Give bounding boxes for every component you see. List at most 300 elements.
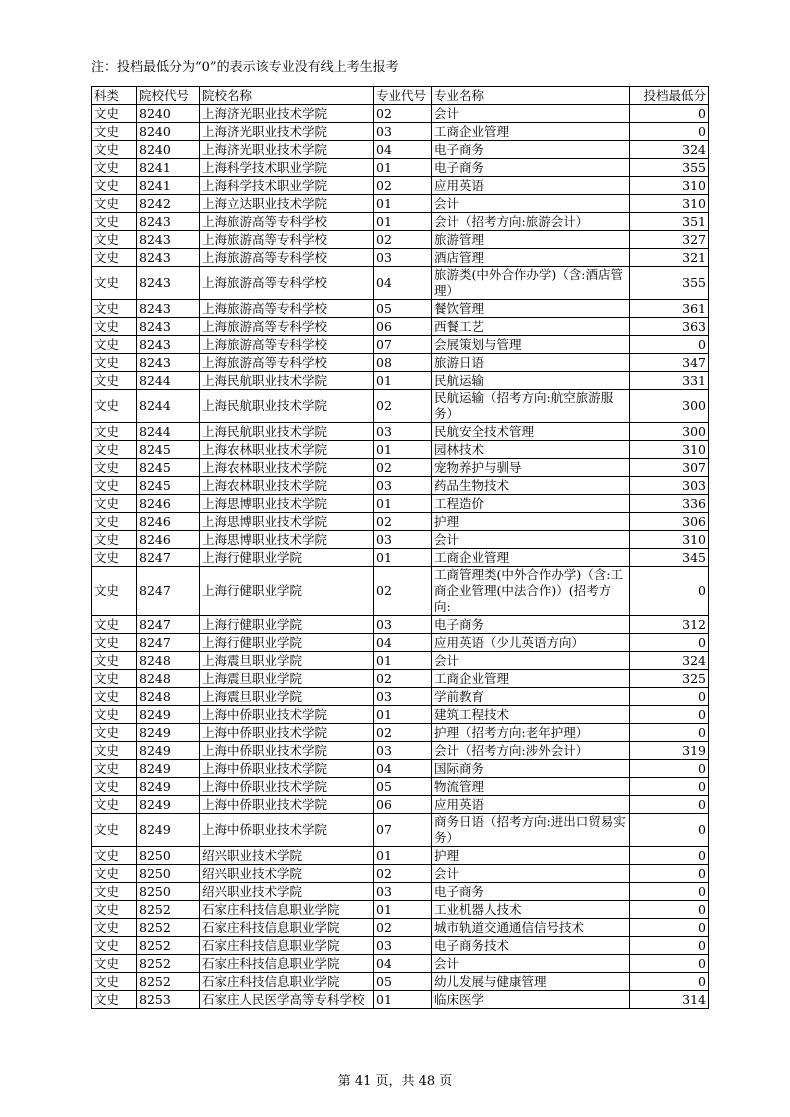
cell-min-score: 0 xyxy=(630,688,709,706)
cell-school-name: 上海农林职业技术学院 xyxy=(200,459,374,477)
cell-major-code: 01 xyxy=(374,652,432,670)
cell-min-score: 0 xyxy=(630,567,709,616)
cell-category: 文史 xyxy=(92,531,137,549)
cell-category: 文史 xyxy=(92,336,137,354)
cell-min-score: 0 xyxy=(630,865,709,883)
table-row xyxy=(92,441,709,459)
cell-school-name: 上海旅游高等专科学校 xyxy=(200,231,374,249)
cell-school-code: 8250 xyxy=(137,883,200,901)
cell-min-score: 300 xyxy=(630,423,709,441)
cell-category: 文史 xyxy=(92,883,137,901)
cell-school-code: 8245 xyxy=(137,477,200,495)
table-row xyxy=(92,865,709,883)
cell-major-code: 07 xyxy=(374,814,432,847)
cell-school-name: 上海旅游高等专科学校 xyxy=(200,354,374,372)
cell-category: 文史 xyxy=(92,195,137,213)
cell-category: 文史 xyxy=(92,688,137,706)
cell-major-name: 幼儿发展与健康管理 xyxy=(432,973,630,991)
table-row xyxy=(92,778,709,796)
cell-school-code: 8243 xyxy=(137,267,200,300)
table-row xyxy=(92,123,709,141)
cell-major-code: 03 xyxy=(374,742,432,760)
table-row xyxy=(92,670,709,688)
table-row xyxy=(92,354,709,372)
cell-school-code: 8245 xyxy=(137,441,200,459)
cell-major-code: 01 xyxy=(374,372,432,390)
cell-major-code: 03 xyxy=(374,249,432,267)
table-row xyxy=(92,742,709,760)
table-row xyxy=(92,195,709,213)
cell-school-name: 绍兴职业技术学院 xyxy=(200,847,374,865)
cell-category: 文史 xyxy=(92,177,137,195)
cell-min-score: 321 xyxy=(630,249,709,267)
cell-school-name: 上海中侨职业技术学院 xyxy=(200,760,374,778)
cell-major-name: 应用英语（少儿英语方向） xyxy=(432,634,630,652)
cell-major-name: 工商管理类(中外合作办学)（含:工商企业管理(中法合作)）(招考方向: xyxy=(432,567,630,616)
header-school-name: 院校名称 xyxy=(200,87,374,105)
cell-school-code: 8252 xyxy=(137,937,200,955)
cell-major-code: 03 xyxy=(374,616,432,634)
cell-school-code: 8250 xyxy=(137,847,200,865)
cell-major-name: 工商企业管理 xyxy=(432,670,630,688)
cell-school-code: 8252 xyxy=(137,901,200,919)
cell-school-code: 8249 xyxy=(137,742,200,760)
cell-school-name: 上海农林职业技术学院 xyxy=(200,477,374,495)
cell-major-name: 西餐工艺 xyxy=(432,318,630,336)
cell-school-name: 上海农林职业技术学院 xyxy=(200,441,374,459)
cell-major-code: 01 xyxy=(374,549,432,567)
table-row xyxy=(92,847,709,865)
cell-category: 文史 xyxy=(92,549,137,567)
table-row xyxy=(92,724,709,742)
cell-school-code: 8249 xyxy=(137,796,200,814)
cell-major-code: 02 xyxy=(374,513,432,531)
cell-major-name: 餐饮管理 xyxy=(432,300,630,318)
cell-school-name: 上海行健职业学院 xyxy=(200,549,374,567)
table-row xyxy=(92,159,709,177)
table-row xyxy=(92,477,709,495)
cell-major-name: 会计 xyxy=(432,195,630,213)
header-major-name: 专业名称 xyxy=(432,87,630,105)
cell-major-name: 民航运输 xyxy=(432,372,630,390)
cell-major-name: 建筑工程技术 xyxy=(432,706,630,724)
cell-school-name: 上海旅游高等专科学校 xyxy=(200,249,374,267)
cell-major-name: 会计（招考方向:旅游会计） xyxy=(432,213,630,231)
cell-min-score: 310 xyxy=(630,177,709,195)
cell-major-code: 02 xyxy=(374,105,432,123)
cell-min-score: 310 xyxy=(630,441,709,459)
cell-category: 文史 xyxy=(92,616,137,634)
cell-school-name: 上海震旦职业学院 xyxy=(200,688,374,706)
table-row xyxy=(92,634,709,652)
table-row xyxy=(92,991,709,1009)
cell-major-code: 05 xyxy=(374,300,432,318)
table-row xyxy=(92,213,709,231)
cell-major-name: 工业机器人技术 xyxy=(432,901,630,919)
cell-school-code: 8243 xyxy=(137,318,200,336)
cell-major-code: 04 xyxy=(374,267,432,300)
cell-school-code: 8240 xyxy=(137,141,200,159)
cell-school-code: 8243 xyxy=(137,336,200,354)
cell-min-score: 0 xyxy=(630,919,709,937)
cell-major-name: 民航安全技术管理 xyxy=(432,423,630,441)
cell-school-code: 8247 xyxy=(137,616,200,634)
cell-school-name: 上海中侨职业技术学院 xyxy=(200,814,374,847)
cell-school-name: 上海旅游高等专科学校 xyxy=(200,300,374,318)
cell-min-score: 355 xyxy=(630,267,709,300)
cell-school-code: 8249 xyxy=(137,778,200,796)
cell-school-name: 上海旅游高等专科学校 xyxy=(200,213,374,231)
cell-school-name: 上海旅游高等专科学校 xyxy=(200,267,374,300)
cell-min-score: 336 xyxy=(630,495,709,513)
table-row xyxy=(92,796,709,814)
table-row xyxy=(92,567,709,616)
cell-major-name: 城市轨道交通通信信号技术 xyxy=(432,919,630,937)
cell-major-code: 08 xyxy=(374,354,432,372)
cell-major-code: 03 xyxy=(374,937,432,955)
cell-school-code: 8250 xyxy=(137,865,200,883)
cell-school-name: 绍兴职业技术学院 xyxy=(200,883,374,901)
cell-major-code: 03 xyxy=(374,688,432,706)
cell-min-score: 325 xyxy=(630,670,709,688)
cell-major-code: 02 xyxy=(374,919,432,937)
cell-min-score: 0 xyxy=(630,814,709,847)
cell-school-name: 上海科学技术职业学院 xyxy=(200,177,374,195)
cell-school-name: 石家庄科技信息职业学院 xyxy=(200,919,374,937)
cell-school-name: 上海民航职业技术学院 xyxy=(200,372,374,390)
table-row xyxy=(92,901,709,919)
table-row xyxy=(92,336,709,354)
cell-major-code: 01 xyxy=(374,991,432,1009)
table-row xyxy=(92,390,709,423)
cell-major-code: 03 xyxy=(374,477,432,495)
cell-major-name: 临床医学 xyxy=(432,991,630,1009)
cell-min-score: 355 xyxy=(630,159,709,177)
cell-major-code: 07 xyxy=(374,336,432,354)
cell-major-code: 04 xyxy=(374,760,432,778)
cell-school-name: 上海行健职业学院 xyxy=(200,634,374,652)
cell-min-score: 324 xyxy=(630,141,709,159)
cell-min-score: 0 xyxy=(630,105,709,123)
cell-category: 文史 xyxy=(92,670,137,688)
cell-min-score: 0 xyxy=(630,973,709,991)
cell-school-name: 上海立达职业技术学院 xyxy=(200,195,374,213)
table-row xyxy=(92,249,709,267)
cell-category: 文史 xyxy=(92,937,137,955)
cell-school-name: 上海济光职业技术学院 xyxy=(200,123,374,141)
cell-major-name: 应用英语 xyxy=(432,796,630,814)
table-row xyxy=(92,423,709,441)
cell-school-code: 8249 xyxy=(137,724,200,742)
cell-min-score: 310 xyxy=(630,531,709,549)
cell-school-code: 8252 xyxy=(137,919,200,937)
table-row xyxy=(92,318,709,336)
cell-major-name: 旅游日语 xyxy=(432,354,630,372)
cell-min-score: 0 xyxy=(630,955,709,973)
cell-major-name: 物流管理 xyxy=(432,778,630,796)
page-footer: 第 41 页，共 48 页 xyxy=(337,1074,453,1089)
cell-school-code: 8247 xyxy=(137,567,200,616)
cell-school-name: 上海民航职业技术学院 xyxy=(200,390,374,423)
cell-school-name: 上海济光职业技术学院 xyxy=(200,105,374,123)
cell-school-name: 石家庄科技信息职业学院 xyxy=(200,973,374,991)
table-row xyxy=(92,267,709,300)
cell-major-name: 会计 xyxy=(432,955,630,973)
cell-category: 文史 xyxy=(92,441,137,459)
cell-major-code: 01 xyxy=(374,213,432,231)
cell-major-code: 05 xyxy=(374,778,432,796)
cell-school-code: 8253 xyxy=(137,991,200,1009)
cell-min-score: 363 xyxy=(630,318,709,336)
cell-major-name: 电子商务技术 xyxy=(432,937,630,955)
cell-category: 文史 xyxy=(92,901,137,919)
table-header-row xyxy=(92,87,709,105)
cell-category: 文史 xyxy=(92,991,137,1009)
cell-min-score: 307 xyxy=(630,459,709,477)
cell-category: 文史 xyxy=(92,847,137,865)
cell-major-code: 03 xyxy=(374,423,432,441)
cell-major-code: 01 xyxy=(374,847,432,865)
cell-school-code: 8248 xyxy=(137,670,200,688)
cell-school-code: 8248 xyxy=(137,688,200,706)
cell-school-code: 8244 xyxy=(137,372,200,390)
cell-min-score: 0 xyxy=(630,123,709,141)
cell-category: 文史 xyxy=(92,919,137,937)
cell-major-name: 电子商务 xyxy=(432,883,630,901)
cell-school-code: 8243 xyxy=(137,249,200,267)
cell-major-name: 酒店管理 xyxy=(432,249,630,267)
cell-school-name: 石家庄科技信息职业学院 xyxy=(200,955,374,973)
table-row xyxy=(92,883,709,901)
cell-major-code: 01 xyxy=(374,195,432,213)
cell-category: 文史 xyxy=(92,354,137,372)
table-row xyxy=(92,513,709,531)
cell-major-name: 工商企业管理 xyxy=(432,123,630,141)
cell-school-name: 上海中侨职业技术学院 xyxy=(200,724,374,742)
cell-min-score: 0 xyxy=(630,937,709,955)
cell-major-code: 01 xyxy=(374,495,432,513)
cell-min-score: 331 xyxy=(630,372,709,390)
cell-major-name: 会计 xyxy=(432,105,630,123)
cell-school-name: 上海中侨职业技术学院 xyxy=(200,796,374,814)
cell-school-name: 石家庄人民医学高等专科学校 xyxy=(200,991,374,1009)
cell-min-score: 310 xyxy=(630,195,709,213)
cell-school-code: 8249 xyxy=(137,760,200,778)
cell-major-code: 02 xyxy=(374,724,432,742)
cell-category: 文史 xyxy=(92,123,137,141)
cell-major-name: 应用英语 xyxy=(432,177,630,195)
cell-category: 文史 xyxy=(92,372,137,390)
cell-major-name: 园林技术 xyxy=(432,441,630,459)
cell-category: 文史 xyxy=(92,865,137,883)
cell-category: 文史 xyxy=(92,249,137,267)
cell-min-score: 0 xyxy=(630,883,709,901)
cell-major-name: 工商企业管理 xyxy=(432,549,630,567)
cell-school-name: 上海济光职业技术学院 xyxy=(200,141,374,159)
cell-category: 文史 xyxy=(92,141,137,159)
cell-category: 文史 xyxy=(92,390,137,423)
cell-major-name: 护理 xyxy=(432,513,630,531)
cell-major-name: 会计 xyxy=(432,865,630,883)
cell-school-code: 8240 xyxy=(137,123,200,141)
cell-school-name: 上海中侨职业技术学院 xyxy=(200,742,374,760)
cell-category: 文史 xyxy=(92,477,137,495)
cell-school-name: 上海中侨职业技术学院 xyxy=(200,778,374,796)
table-row xyxy=(92,919,709,937)
cell-school-code: 8245 xyxy=(137,459,200,477)
cell-category: 文史 xyxy=(92,513,137,531)
cell-school-name: 上海中侨职业技术学院 xyxy=(200,706,374,724)
cell-min-score: 303 xyxy=(630,477,709,495)
cell-school-name: 绍兴职业技术学院 xyxy=(200,865,374,883)
cell-min-score: 327 xyxy=(630,231,709,249)
cell-major-name: 会计 xyxy=(432,531,630,549)
cell-school-name: 上海震旦职业学院 xyxy=(200,670,374,688)
cell-min-score: 312 xyxy=(630,616,709,634)
cell-school-code: 8246 xyxy=(137,513,200,531)
cell-category: 文史 xyxy=(92,724,137,742)
cell-school-code: 8249 xyxy=(137,706,200,724)
cell-major-name: 商务日语（招考方向:进出口贸易实务） xyxy=(432,814,630,847)
cell-school-code: 8241 xyxy=(137,159,200,177)
cell-category: 文史 xyxy=(92,459,137,477)
cell-category: 文史 xyxy=(92,634,137,652)
table-row xyxy=(92,372,709,390)
cell-school-code: 8244 xyxy=(137,423,200,441)
cell-school-code: 8246 xyxy=(137,495,200,513)
cell-min-score: 0 xyxy=(630,901,709,919)
cell-school-name: 上海思博职业技术学院 xyxy=(200,513,374,531)
table-row xyxy=(92,955,709,973)
cell-major-name: 国际商务 xyxy=(432,760,630,778)
cell-major-code: 02 xyxy=(374,231,432,249)
table-row xyxy=(92,814,709,847)
cell-school-code: 8252 xyxy=(137,955,200,973)
cell-major-code: 02 xyxy=(374,865,432,883)
cell-major-code: 01 xyxy=(374,441,432,459)
table-row xyxy=(92,549,709,567)
cell-school-code: 8247 xyxy=(137,549,200,567)
cell-min-score: 361 xyxy=(630,300,709,318)
cell-school-code: 8243 xyxy=(137,213,200,231)
cell-school-code: 8243 xyxy=(137,354,200,372)
cell-school-name: 上海民航职业技术学院 xyxy=(200,423,374,441)
cell-major-name: 护理（招考方向:老年护理） xyxy=(432,724,630,742)
cell-major-name: 会计（招考方向:涉外会计） xyxy=(432,742,630,760)
cell-category: 文史 xyxy=(92,105,137,123)
cell-school-code: 8247 xyxy=(137,634,200,652)
cell-category: 文史 xyxy=(92,213,137,231)
cell-major-code: 01 xyxy=(374,159,432,177)
cell-major-name: 药品生物技术 xyxy=(432,477,630,495)
cell-major-code: 02 xyxy=(374,390,432,423)
cell-category: 文史 xyxy=(92,652,137,670)
cell-major-code: 04 xyxy=(374,955,432,973)
cell-school-name: 石家庄科技信息职业学院 xyxy=(200,937,374,955)
cell-min-score: 0 xyxy=(630,796,709,814)
cell-major-code: 03 xyxy=(374,883,432,901)
cell-school-code: 8252 xyxy=(137,973,200,991)
cell-min-score: 351 xyxy=(630,213,709,231)
cell-major-name: 电子商务 xyxy=(432,159,630,177)
header-category: 科类 xyxy=(92,87,137,105)
cell-category: 文史 xyxy=(92,742,137,760)
cell-min-score: 0 xyxy=(630,778,709,796)
table-row xyxy=(92,459,709,477)
table-row xyxy=(92,300,709,318)
cell-school-code: 8243 xyxy=(137,231,200,249)
cell-school-name: 上海震旦职业学院 xyxy=(200,652,374,670)
cell-school-name: 上海思博职业技术学院 xyxy=(200,531,374,549)
cell-major-code: 01 xyxy=(374,706,432,724)
cell-category: 文史 xyxy=(92,159,137,177)
cell-school-name: 上海旅游高等专科学校 xyxy=(200,318,374,336)
cell-school-name: 上海思博职业技术学院 xyxy=(200,495,374,513)
cell-min-score: 0 xyxy=(630,847,709,865)
cell-min-score: 0 xyxy=(630,724,709,742)
cell-category: 文史 xyxy=(92,495,137,513)
cell-major-code: 03 xyxy=(374,123,432,141)
cell-min-score: 319 xyxy=(630,742,709,760)
cell-major-code: 02 xyxy=(374,459,432,477)
cell-major-name: 学前教育 xyxy=(432,688,630,706)
table-row xyxy=(92,105,709,123)
cell-school-name: 上海行健职业学院 xyxy=(200,616,374,634)
cell-major-name: 会展策划与管理 xyxy=(432,336,630,354)
cell-major-code: 05 xyxy=(374,973,432,991)
table-row xyxy=(92,495,709,513)
table-row xyxy=(92,706,709,724)
cell-major-code: 02 xyxy=(374,177,432,195)
header-major-code: 专业代号 xyxy=(374,87,432,105)
cell-major-code: 02 xyxy=(374,567,432,616)
cell-school-code: 8240 xyxy=(137,105,200,123)
cell-major-name: 宠物养护与驯导 xyxy=(432,459,630,477)
cell-min-score: 324 xyxy=(630,652,709,670)
cell-min-score: 0 xyxy=(630,760,709,778)
cell-school-name: 石家庄科技信息职业学院 xyxy=(200,901,374,919)
cell-category: 文史 xyxy=(92,955,137,973)
cell-major-name: 旅游类(中外合作办学)（含:酒店管理） xyxy=(432,267,630,300)
table-row xyxy=(92,177,709,195)
cell-major-code: 01 xyxy=(374,901,432,919)
cell-major-name: 民航运输（招考方向:航空旅游服务） xyxy=(432,390,630,423)
cell-min-score: 300 xyxy=(630,390,709,423)
cell-major-code: 02 xyxy=(374,670,432,688)
cell-min-score: 306 xyxy=(630,513,709,531)
cell-category: 文史 xyxy=(92,423,137,441)
cell-school-code: 8242 xyxy=(137,195,200,213)
cell-major-code: 06 xyxy=(374,318,432,336)
cell-category: 文史 xyxy=(92,300,137,318)
cell-category: 文史 xyxy=(92,973,137,991)
cell-major-code: 04 xyxy=(374,634,432,652)
table-row xyxy=(92,973,709,991)
cell-min-score: 0 xyxy=(630,706,709,724)
cell-school-code: 8246 xyxy=(137,531,200,549)
cell-category: 文史 xyxy=(92,796,137,814)
cell-min-score: 345 xyxy=(630,549,709,567)
cell-category: 文史 xyxy=(92,760,137,778)
cell-major-name: 会计 xyxy=(432,652,630,670)
table-row xyxy=(92,688,709,706)
cell-major-name: 旅游管理 xyxy=(432,231,630,249)
cell-major-name: 电子商务 xyxy=(432,616,630,634)
cell-school-code: 8249 xyxy=(137,814,200,847)
admission-score-table xyxy=(91,86,709,1009)
cell-min-score: 347 xyxy=(630,354,709,372)
cell-min-score: 0 xyxy=(630,634,709,652)
